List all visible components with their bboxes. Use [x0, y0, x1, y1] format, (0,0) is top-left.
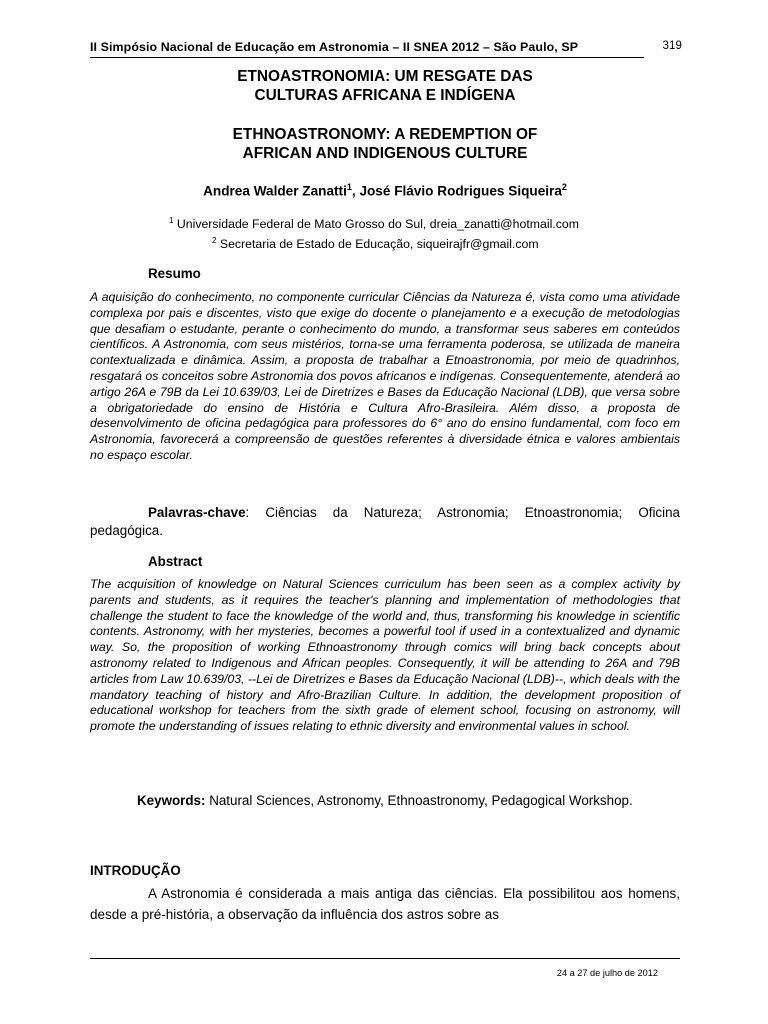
affiliation-mark: 1: [169, 216, 174, 225]
header-rule: [90, 57, 644, 58]
title-en-line: ETHNOASTRONOMY: A REDEMPTION OF: [232, 126, 538, 143]
affiliation-mark: 2: [212, 236, 217, 245]
author-list: [90, 182, 680, 199]
page-number: 319: [662, 40, 682, 52]
running-header: [90, 40, 682, 54]
palavras-chave-text: : Ciências da Natureza; Astronomia; Etnoastronomia; Oficina pedagógica.: [90, 505, 680, 538]
affiliation: [169, 216, 579, 231]
title-pt-line: ETNOASTRONOMIA: UM RESGATE DAS: [237, 68, 533, 85]
abstract-heading: Abstract: [148, 554, 203, 569]
affiliation-text: Universidade Federal de Mato Grosso do Sul, dreia_zanatti@hotmail.com: [173, 217, 579, 232]
affiliation-mark: 2: [561, 182, 567, 192]
footer-dates: 24 a 27 de julho de 2012: [556, 968, 658, 978]
resumo-text: A aquisição do conhecimento, no componente curricular Ciências da Natureza é, vista como uma atividade complexa por pais e discentes, visto que exige do docente o planejamento e a execução de metodologias que desafiam o estudante, perante o conhecimento do mundo, a transformar seus saberes em conteúdos científicos. A Astronomia, com seus mistérios, torna-se uma ferramenta poderosa, se utilizada de maneira contextualizada e dinâmica. Assim, a proposta de trabalhar a Etnoastronomia, por meio de quadrinhos, resgatará os conceitos sobre Astronomia dos povos africanos e indígenas. Consequentemente, atenderá ao artigo 26A e 79B da Lei 10.639/03, Lei de Diretrizes e Bases da Educação Nacional (LDB), que versa sobre a obrigatoriedade do ensino de História e Cultura Afro-Brasileira. Além disso, a proposta de desenvolvimento de oficina pedagógica para professores do 6° ano do ensino fundamental, com foco em Astronomia, favorecerá a compreensão de questões referentes à diversidade étnica e valores ambientais no espaço escolar.: [90, 290, 680, 462]
footer-rule: [90, 958, 680, 959]
affiliation-text: Secretaria de Estado de Educação, siqueirajfr@gmail.com: [216, 237, 539, 252]
affiliation-mark: 1: [346, 182, 352, 192]
title-english: [90, 125, 680, 163]
introducao-text: A Astronomia é considerada a mais antiga das ciências. Ela possibilitou aos homens, desde a pré-história, a observação da influência dos astros sobre as: [90, 886, 680, 922]
resumo-heading: Resumo: [148, 266, 201, 281]
title-portuguese: [90, 67, 680, 105]
keywords: [90, 792, 680, 810]
introducao-heading: INTRODUÇÃO: [90, 863, 181, 878]
conference-name: II Simpósio Nacional de Educação em Astronomia – II SNEA 2012 – São Paulo, SP: [90, 40, 579, 54]
palavras-chave: [90, 504, 680, 540]
keywords-text: Natural Sciences, Astronomy, Ethnoastronomy, Pedagogical Workshop.: [205, 793, 633, 808]
abstract-text: The acquisition of knowledge on Natural Sciences curriculum has been seen as a complex activity by parents and students, as it requires the teacher's planning and implementation of methodologies that challenge the student to face the knowledge of the world and, thus, transforming his knowledge in scientific contents. Astronomy, with her mysteries, becomes a powerful tool if used in a contextualized and dynamic way. So, the proposition of working Ethnoastronomy through comics will bring back concepts about astronomy related to Indigenous and African peoples. Consequently, it will be attending to 26A and 79B articles from Law 10.639/03, --Lei de Diretrizes e Bases da Educação Nacional (LDB)--, which deals with the mandatory teaching of history and Afro-Brazilian Culture. In addition, the development proposition of educational workshop for teachers from the sixth grade of element school, focusing on astronomy, will promote the understanding of issues relating to ethnic diversity and environmental values in school.: [90, 577, 680, 734]
keywords-label: Keywords:: [137, 793, 206, 808]
author-name: Andrea Walder Zanatti: [203, 183, 347, 199]
author-separator: ,: [351, 183, 360, 199]
title-pt-line: CULTURAS AFRICANA E INDÍGENA: [254, 87, 516, 104]
affiliation: [212, 236, 539, 251]
author-name: José Flávio Rodrigues Siqueira: [359, 183, 562, 199]
title-en-line: AFRICAN AND INDIGENOUS CULTURE: [242, 145, 528, 162]
palavras-chave-label: Palavras-chave: [148, 505, 246, 520]
